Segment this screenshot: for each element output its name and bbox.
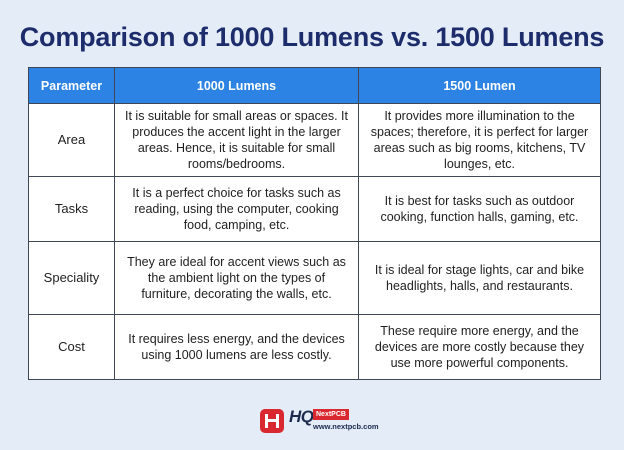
page-title: Comparison of 1000 Lumens vs. 1500 Lumens [19,22,605,52]
row-parameter: Cost [29,315,115,380]
header-parameter: Parameter [29,68,115,104]
table-row [29,242,601,315]
comparison-table [28,67,601,380]
row-1000-lumens-cell: They are ideal for accent views such as the ambient light on the types of furniture, decorating the walls, etc. [115,242,359,315]
table-row [29,315,601,380]
row-1500-lumen-cell: It is ideal for stage lights, car and bike headlights, halls, and restaurants. [359,242,601,315]
table-row [29,104,601,177]
row-1000-lumens-cell: It requires less energy, and the devices using 1000 lumens are less costly. [115,315,359,380]
row-1500-lumen-cell: It is best for tasks such as outdoor cooking, function halls, gaming, etc. [359,177,601,242]
header-1000-lumens: 1000 Lumens [115,68,359,104]
row-1000-lumens-cell: It is a perfect choice for tasks such as reading, using the computer, cooking food, camping, etc. [115,177,359,242]
logo-text [289,408,379,434]
logo-url: www.nextpcb.com [313,422,379,431]
header-1500-lumen: 1500 Lumen [359,68,601,104]
row-1500-lumen-cell: It provides more illumination to the spaces; therefore, it is perfect for larger areas such as big rooms, kitchens, TV lounges, etc. [359,104,601,177]
row-parameter: Speciality [29,242,115,315]
logo-brand-badge: NextPCB [313,409,349,420]
logo-hq-text: HQ [289,407,314,426]
row-1000-lumens-cell: It is suitable for small areas or spaces. It produces the accent light in the larger areas. Hence, it is suitable for small rooms/bedrooms. [115,104,359,177]
hq-logo-icon [260,409,284,433]
nextpcb-logo [260,408,379,434]
row-parameter: Tasks [29,177,115,242]
table-header-row [29,68,601,104]
table-row [29,177,601,242]
row-1500-lumen-cell: These require more energy, and the devices are more costly because they use more powerful components. [359,315,601,380]
row-parameter: Area [29,104,115,177]
